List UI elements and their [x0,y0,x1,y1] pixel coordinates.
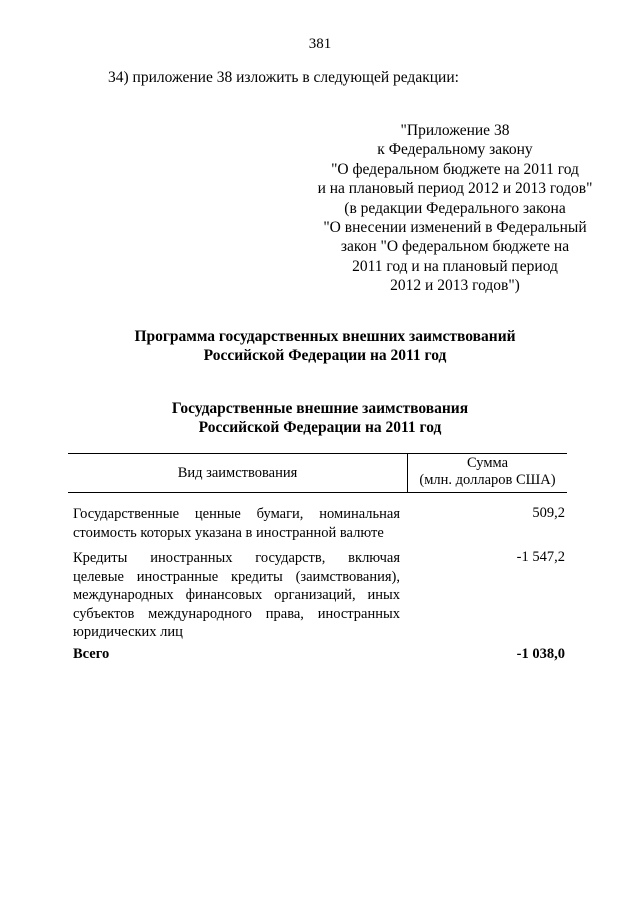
description-line: стоимость которых указана в иностранной валюте [73,524,384,541]
description-line: Государственные ценные бумаги, номинальная [73,506,400,522]
program-title-line: Программа государственных внешних заимствований [134,328,516,345]
total-amount: -1 038,0 [516,646,565,662]
section-title-line: Государственные внешние заимствования [171,400,469,417]
table-row-description [73,505,400,542]
table-header [68,453,567,493]
appendix-line: к Федеральному закону [377,141,533,159]
description-line: международных финансовых организаций, иных [73,587,400,603]
amendment-instruction: 34) приложение 38 изложить в следующей редакции: [108,69,459,86]
description-line: Кредиты иностранных государств, включая [73,550,400,566]
program-title [0,327,640,365]
table-row-amount: -1 547,2 [516,549,565,565]
column-header-sum-line: (млн. долларов США) [419,472,556,488]
appendix-line: "О федеральном бюджете на 2011 год [331,160,579,178]
appendix-line: (в редакции Федерального закона [344,199,566,217]
table-row-amount: 509,2 [532,505,565,521]
description-line: субъектов международного права, иностранных [73,605,400,622]
description-line: юридических лиц [73,624,183,640]
column-header-sum-line: Сумма [466,455,509,471]
total-label: Всего [73,646,110,662]
section-title [0,399,640,437]
column-header-sum [408,455,567,489]
appendix-line: "О внесении изменений в Федеральный [323,219,587,237]
appendix-line: закон "О федеральном бюджете на [340,238,570,256]
appendix-line: 2012 и 2013 годов") [390,277,520,295]
page-number: 381 [308,36,332,52]
appendix-line: "Приложение 38 [400,122,510,139]
column-header-type: Вид заимствования [68,454,408,492]
section-title-line: Российской Федерации на 2011 год [198,419,442,436]
table-row-description [73,549,400,642]
appendix-line: и на плановый период 2012 и 2013 годов" [317,180,593,198]
program-title-line: Российской Федерации на 2011 год [203,347,447,364]
appendix-header [300,121,610,296]
description-line: целевые иностранные кредиты (заимствования), [73,568,400,585]
appendix-line: 2011 год и на плановый период [352,257,558,275]
